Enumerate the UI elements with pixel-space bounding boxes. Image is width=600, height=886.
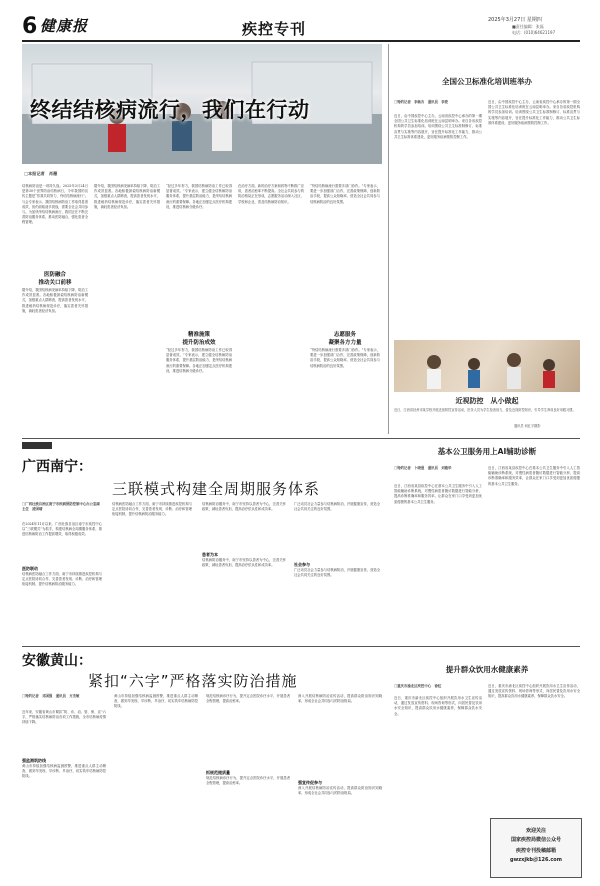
huangshan-body-3: 黄山市持续加强结核病监测预警，推进重点人群主动筛查，做到早发现、早诊断、早治疗，切实筑牢结核病防控防线。 <box>114 694 198 709</box>
lead-col-3a: “经过多年努力，我国结核病防治工作已取得显著成效。”专家表示，建立健全结核病防治服务体系，提升基层防治能力，是终结结核病流行的重要保障。各地正加强定点医疗机构建设，推进结核病分级诊疗。 <box>166 184 232 209</box>
sidebar-training <box>394 44 580 334</box>
lead-subhead-2-line1: 精准施策 <box>187 332 210 338</box>
lead-subhead-3-line2: 凝聚各方力量 <box>328 340 362 346</box>
lead-subhead-3-line1: 志愿服务 <box>333 332 356 338</box>
sidebar-ai <box>394 442 580 642</box>
guangxi-byline: □广西壮族自治区南宁市疾病预防控制中心办公室副主任 凌国晴 <box>22 502 100 511</box>
sidebar-training-byline: □特约记者 李歆吉 通讯员 李姿 <box>394 100 449 104</box>
guangxi-body-1: 在2024年11月以来，广西壮族自治区南宁市疾控中心以“三联模式”为抓手，构建结核病全周期服务体系，推进结核病防治工作提质增效，取得积极成效。 <box>22 522 102 537</box>
photo-news-title: 近视防控 从小做起 <box>455 397 519 405</box>
lead-story <box>22 44 382 434</box>
sidebar-water-body-a: 近日，重庆市渝北区疾控中心组织开展饮用水卫生宣传活动，通过发放宣传资料、现场咨询等形式，向居民普及饮用水安全知识，提高群众饮用水健康素养，保障群众饮水安全。 <box>394 696 482 716</box>
lead-byline: □本报记者 肖薇 <box>24 171 58 176</box>
guangxi-head-2: 患者为本 <box>202 552 218 557</box>
sidebar-water <box>394 650 580 810</box>
section-guangxi <box>22 442 382 642</box>
guangxi-body-6: 广泛动员社会力量参与结核病防治，开展健康宣传，营造全社会共同关注的良好氛围。 <box>294 502 380 512</box>
sidebar-water-byline: □重庆市渝北区疾控中心 徐虹 <box>394 684 442 688</box>
sidebar-ai-body-b: 近日，江西省某县疾控中心在基本公共卫生服务中引入人工智能辅助诊断系统，对慢性病患者随访数据进行智能分析，提高诊断准确率和服务效率，让群众在家门口享受到更加优质便捷的基本公共卫生服务。 <box>488 466 580 486</box>
sidebar-ai-title: 基本公卫服务用上AI辅助诊断 <box>437 447 537 456</box>
guangxi-body-4: 结核病防治服务中，南宁市坚持以患者为中心，完善关怀政策，减轻患者负担，提高治疗依从性和成功率。 <box>202 502 286 512</box>
guangxi-title: 三联模式构建全周期服务体系 <box>112 480 321 498</box>
lead-photo <box>22 44 382 164</box>
guangxi-kicker: 广西南宁： <box>22 459 92 475</box>
huangshan-byline: □特约记者 邓国强 通讯员 方杰敏 <box>22 694 80 698</box>
masthead-rule <box>22 40 580 42</box>
lead-subhead-1-line1: 医防融合 <box>43 272 66 278</box>
huangshan-body-4: 规范结核病诊疗行为，提升定点医院诊疗水平，开展患者全程管理，提高治愈率。 <box>206 694 290 704</box>
huangshan-body-2: 黄山市持续加强结核病监测预警，推进重点人群主动筛查，做到早发现、早诊断、早治疗，切实筑牢结核病防控防线。 <box>22 764 106 779</box>
huangshan-body-7: 深入开展结核病防治宣传活动，提高群众防治知识知晓率，形成全社会共同参与的防治格局。 <box>298 786 382 796</box>
lead-subhead-2-line2: 提升防治成效 <box>182 340 216 346</box>
lead-col-5b: “终结结核病流行需要多部门协作。”专家表示，要进一步加强部门合作，完善政策保障，创新防治手段，提高公众知晓率，营造全社会共同参与结核病防治的良好氛围。 <box>310 348 380 368</box>
logo-text: 健康报 <box>40 17 89 35</box>
photo-news-credit: 通讯员 何红平摄影 <box>514 424 541 428</box>
section-title: 疾控专刊 <box>242 20 307 38</box>
guangxi-tag <box>22 442 52 449</box>
lead-headline: 终结结核病流行，我们在行动 <box>30 98 310 122</box>
photo-news <box>394 340 580 434</box>
lead-col-3b: “经过多年努力，我国结核病防治工作已取得显著成效。”专家表示，建立健全结核病防治服务体系，提升基层防治能力，是终结结核病流行的重要保障。各地正加强定点医疗机构建设，推进结核病分级诊疗。 <box>166 348 232 373</box>
guangxi-head-3: 社会参与 <box>294 562 310 567</box>
lead-col-1a: 结核病防治是一项持久战。2025年3月24日是第30个世界防治结核病日，今年我国的宣传主题是“你我共同努力，终结结核病流行”。与会专家表示，我国结核病防治工作取得显著成效，但仍面临诸多挑战，需要全社会共同参与。为加快终结结核病流行，我国正在不断完善防治服务体系，推动医防融合，强化患者全程管理。 <box>22 184 88 225</box>
guangxi-body-5: 结核病防治服务中，南宁市坚持以患者为中心，完善关怀政策，减轻患者负担，提高治疗依从性和成功率。 <box>202 558 286 568</box>
notice-line-1: 欢迎关注 <box>525 828 546 834</box>
huangshan-body-6: 深入开展结核病防治宣传活动，提高群众防治知识知晓率，形成全社会共同参与的防治格局。 <box>298 694 382 704</box>
page-number: 6 <box>22 14 38 39</box>
section-huangshan <box>22 650 382 876</box>
huangshan-body-5: 规范结核病诊疗行为，提升定点医院诊疗水平，开展患者全程管理，提高治愈率。 <box>206 776 290 786</box>
sidebar-ai-body-a: 近日，江西省某县疾控中心在基本公共卫生服务中引入人工智能辅助诊断系统，对慢性病患者随访数据进行智能分析，提高诊断准确率和服务效率，让群众在家门口享受到更加优质便捷的基本公共卫生服务。 <box>394 484 482 504</box>
sidebar-training-title: 全国公卫标准化培训班举办 <box>442 77 532 86</box>
lead-subhead-1 <box>22 270 88 286</box>
section-rule-1 <box>22 438 580 439</box>
notice-line-2: 国家疾控局微信公众号 <box>510 837 561 843</box>
guangxi-head-1: 医防联动 <box>22 566 38 571</box>
sidebar-ai-byline: □特约记者 卜晓曼 通讯员 刘雅华 <box>394 466 452 470</box>
lead-subhead-3 <box>310 330 380 346</box>
guangxi-body-7: 广泛动员社会力量参与结核病防治，开展健康宣传，营造全社会共同关注的良好氛围。 <box>294 568 380 578</box>
huangshan-head-2: 抓规范提质量 <box>206 770 230 775</box>
sidebar-water-title: 提升群众饮用水健康素养 <box>445 665 529 674</box>
huangshan-body-1: 近年来，安徽省黄山市紧扣“防、诊、治、管、保、宣”六字，严格落实结核病防治各项工作措施，全市结核病疫情持续下降。 <box>22 710 106 725</box>
lead-col-2: 据介绍，我国结核病发病率持续下降，防治工作成效显著。各地积极探索结核病防治新模式，加强重点人群筛查，提高患者发现水平，推进耐药结核病规范诊疗，落实患者关怀措施，减轻患者经济负担。 <box>94 184 160 209</box>
huangshan-head-1: 强监测筑防线 <box>22 758 46 763</box>
lead-subhead-2 <box>166 330 232 346</box>
photo-news-image <box>394 340 580 392</box>
huangshan-title: 紧扣“六字”严格落实防治措施 <box>88 672 298 690</box>
lead-col-1b: 据介绍，我国结核病发病率持续下降，防治工作成效显著。各地积极探索结核病防治新模式，加强重点人群筛查，提高患者发现水平，推进耐药结核病规范诊疗，落实患者关怀措施，减轻患者经济负担。 <box>22 288 88 313</box>
photo-news-illustration <box>394 340 580 392</box>
lead-subhead-1-line2: 推动关口前移 <box>38 280 72 286</box>
notice-box <box>490 818 582 878</box>
lead-col-4: 在治疗方面，新的治疗方案和药物不断推广应用，患者治愈率不断提高。全社会共同参与的防治格局正在形成，志愿服务活动深入社区、学校和企业，普及结核病防治知识。 <box>238 184 304 204</box>
masthead <box>22 14 580 40</box>
photo-news-caption: 近日，江西省抚州市某学校开展近视防控宣传活动，医务人员为学生检查视力，普及近视防控知识，引导学生养成良好用眼习惯。 <box>394 408 576 412</box>
guangxi-body-2: 结核病医防融合工作方面，南宁市持续推进疾控机构与定点医院协同合作，完善患者发现、诊断、治疗和管理衔接机制，提升结核病防治服务能力。 <box>22 572 102 587</box>
section-rule-2 <box>22 646 580 647</box>
sidebar-training-body-b: 近日，由中国疾控中心主办，云南省疾控中心承办的第一期全国公共卫生标准化培训班在云南昆明举办。来自各省疾控机构的学员参加培训。培训围绕公共卫生标准制修订、标准宣贯与实施等内容展开，旨在提升标准化工作能力，推动公共卫生标准体系建设，更好服务疾病预防控制工作。 <box>488 100 580 125</box>
editor-line: ■责任编辑：张磊 <box>512 24 544 29</box>
column-divider <box>388 44 389 434</box>
sidebar-water-body-b: 近日，重庆市渝北区疾控中心组织开展饮用水卫生宣传活动，通过发放宣传资料、现场咨询等形式，向居民普及饮用水安全知识，提高群众饮用水健康素养，保障群众饮水安全。 <box>488 684 580 699</box>
sidebar-training-body-a: 近日，由中国疾控中心主办，云南省疾控中心承办的第一期全国公共卫生标准化培训班在云南昆明举办。来自各省疾控机构的学员参加培训。培训围绕公共卫生标准制修订、标准宣贯与实施等内容展开，旨在提升标准化工作能力，推动公共卫生标准体系建设，更好服务疾病预防控制工作。 <box>394 114 482 139</box>
huangshan-head-3: 强宣传促参与 <box>298 780 322 785</box>
lead-col-5a: “终结结核病流行需要多部门协作。”专家表示，要进一步加强部门合作，完善政策保障，创新防治手段，提高公众知晓率，营造全社会共同参与结核病防治的良好氛围。 <box>310 184 380 204</box>
guangxi-body-3: 结核病医防融合工作方面，南宁市持续推进疾控机构与定点医院协同合作，完善患者发现、诊断、治疗和管理衔接机制，提升结核病防治服务能力。 <box>112 502 192 517</box>
phone-line: 电话：(010)64621197 <box>512 30 556 35</box>
notice-email[interactable]: gwzxjkb＠126.com <box>510 857 562 863</box>
notice-line-3: 疾控专刊投稿邮箱 <box>515 848 556 854</box>
huangshan-kicker: 安徽黄山： <box>22 653 92 669</box>
issue-date: 2025年3月27日 星期四 <box>488 17 542 23</box>
